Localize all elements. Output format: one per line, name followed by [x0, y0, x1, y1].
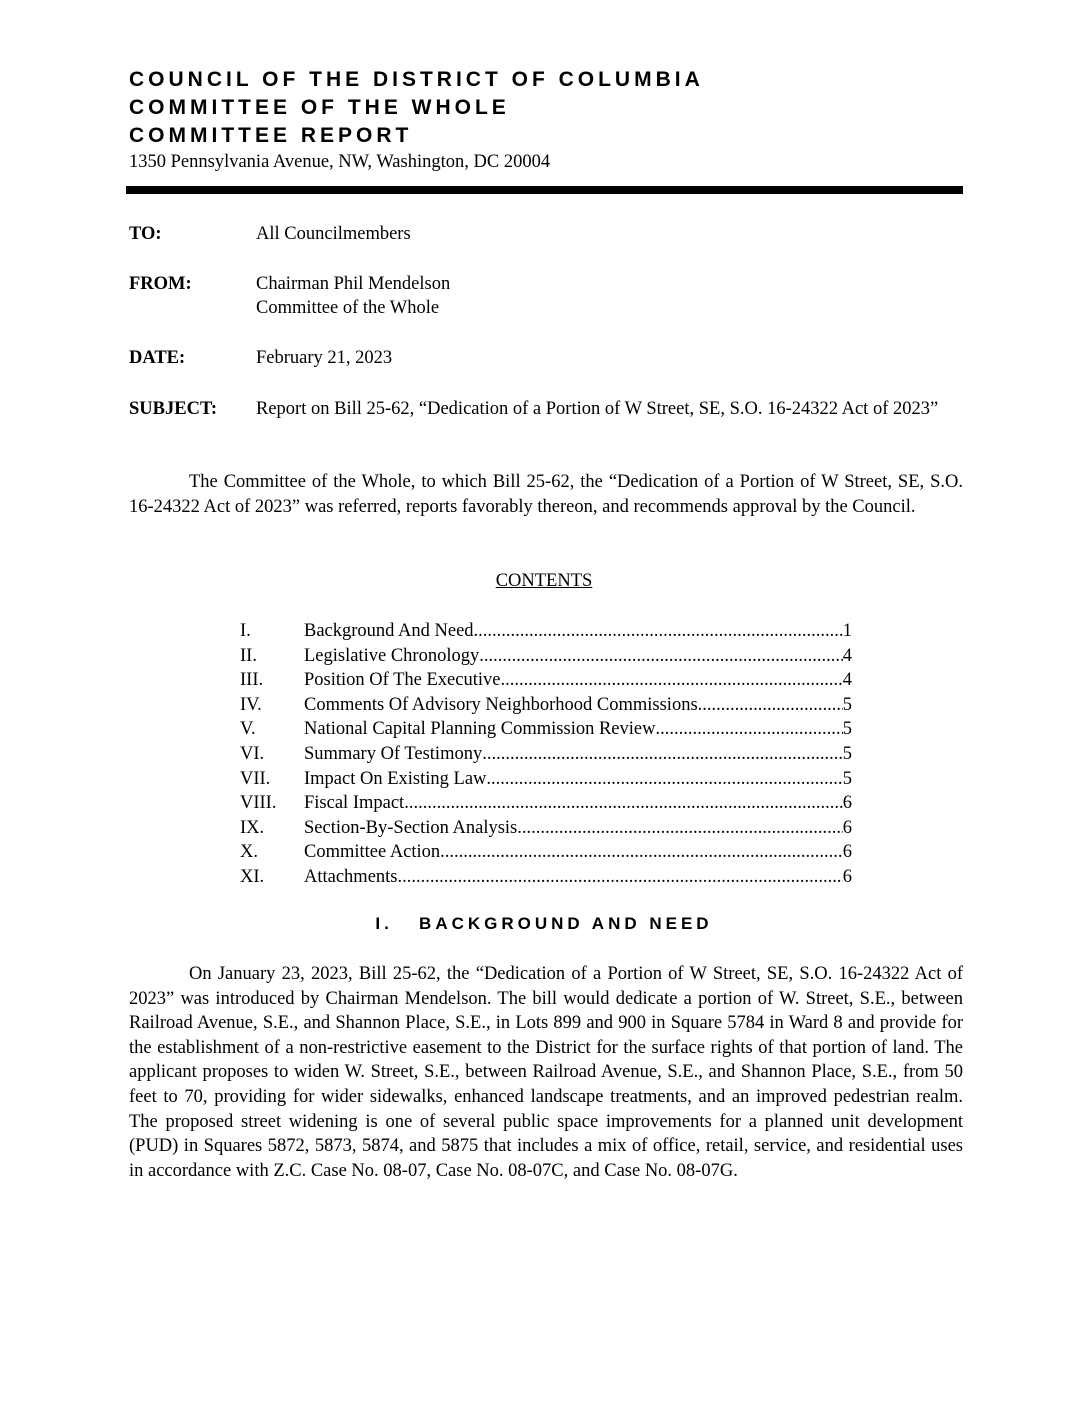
toc-entry-page: 5: [842, 719, 852, 740]
toc-entry-line: [304, 693, 852, 718]
table-of-contents: [240, 619, 852, 890]
report-type: COMMITTEE REPORT: [129, 124, 413, 147]
toc-entry: [240, 717, 852, 742]
toc-leader-dots: [698, 693, 843, 718]
toc-entry-line: [304, 668, 852, 693]
toc-entry-page: 5: [842, 743, 852, 764]
toc-entry-number: XI.: [240, 866, 265, 887]
toc-entry-page: 5: [842, 694, 852, 715]
toc-leader-dots: [482, 742, 843, 767]
to-label: TO:: [129, 224, 162, 244]
toc-leader-dots: [486, 767, 842, 792]
from-value-committee: Committee of the Whole: [256, 298, 440, 318]
toc-entry-number: IX.: [240, 817, 265, 838]
toc-leader-dots: [440, 840, 843, 865]
toc-leader-dots: [500, 668, 842, 693]
toc-entry-page: 4: [842, 670, 852, 691]
toc-entry-number: V.: [240, 719, 256, 740]
toc-entry-page: 6: [842, 817, 852, 838]
from-value-name: Chairman Phil Mendelson: [256, 274, 451, 294]
toc-entry: [240, 668, 852, 693]
toc-entry-line: [304, 644, 852, 669]
toc-entry-line: [304, 717, 852, 742]
toc-entry-number: IV.: [240, 694, 262, 715]
background-paragraph: On January 23, 2023, Bill 25-62, the “Dedication of a Portion of W Street, SE, S.O. 16-24322 Act of 2023” was introduced by Chairman Mendelson. The bill would dedicate a portion of W. Street, S.E., between Railroad Avenue, S.E., and Shannon Place, S.E., in Lots 899 and 900 in Square 5784 in Ward 8 and provide for the establishment of a non-restrictive easement to the District for the surface rights of that portion of land. The applicant proposes to widen W. Street, S.E., between Railroad Avenue, S.E., and Shannon Place, S.E., from 50 feet to 70, providing for wider sidewalks, enhanced landscape treatments, and an improved pedestrian realm. The proposed street widening is one of several public space improvements for a planned unit development (PUD) in Squares 5872, 5873, 5874, and 5875 that includes a mix of office, retail, service, and residential uses in accordance with Z.C. Case No. 08-07, Case No. 08-07C, and Case No. 08-07G.: [129, 964, 963, 1181]
toc-entry-number: VI.: [240, 743, 265, 764]
toc-entry-title: National Capital Planning Commission Review: [304, 719, 656, 740]
intro-paragraph: The Committee of the Whole, to which Bill 25-62, the “Dedication of a Portion of W Street, SE, S.O. 16-24322 Act of 2023” was referred, reports favorably thereon, and recommends approval by the Council.: [129, 472, 963, 517]
section-heading-background: I. BACKGROUND AND NEED: [375, 914, 713, 933]
toc-entry-line: [304, 791, 852, 816]
council-address: 1350 Pennsylvania Avenue, NW, Washington, DC 20004: [129, 152, 551, 172]
toc-entry-page: 1: [842, 621, 852, 641]
toc-entry-number: VIII.: [240, 793, 277, 814]
toc-leader-dots: [517, 816, 843, 841]
toc-entry-page: 5: [842, 768, 852, 789]
toc-entry-title: Fiscal Impact: [304, 793, 405, 814]
from-label: FROM:: [129, 274, 192, 294]
toc-entry-title: Impact On Existing Law: [304, 768, 487, 789]
toc-entry-title: Section-By-Section Analysis: [304, 817, 518, 838]
toc-entry-page: 4: [842, 645, 852, 666]
toc-leader-dots: [479, 644, 843, 669]
contents-title-text: CONTENTS: [495, 571, 593, 591]
toc-entry: [240, 742, 852, 767]
toc-entry-line: [304, 767, 852, 792]
toc-entry: [240, 644, 852, 669]
toc-entry-line: [304, 840, 852, 865]
toc-entry-number: X.: [240, 842, 258, 863]
toc-entry-page: 6: [842, 842, 852, 863]
toc-entry-line: [304, 865, 852, 890]
toc-entry-page: 6: [842, 866, 852, 887]
toc-entry: [240, 619, 852, 644]
toc-entry: [240, 767, 852, 792]
toc-leader-dots: [398, 865, 843, 890]
toc-entry: [240, 840, 852, 865]
toc-leader-dots: [474, 619, 843, 644]
toc-entry-title: Legislative Chronology: [304, 645, 480, 666]
toc-entry-page: 6: [842, 793, 852, 814]
subject-label: SUBJECT:: [129, 399, 218, 419]
toc-entry-number: II.: [240, 645, 257, 666]
toc-entry-title: Committee Action: [304, 842, 441, 863]
toc-entry-line: [304, 742, 852, 767]
toc-entry-number: III.: [240, 670, 264, 691]
toc-entry-number: I.: [240, 621, 251, 641]
toc-entry-line: [304, 619, 852, 644]
toc-entry-line: [304, 816, 852, 841]
toc-entry-title: Summary Of Testimony: [304, 743, 483, 764]
toc-entry-title: Comments Of Advisory Neighborhood Commissions: [304, 694, 698, 715]
date-label: DATE:: [129, 348, 186, 368]
toc-entry-number: VII.: [240, 768, 271, 789]
date-value: February 21, 2023: [256, 348, 393, 368]
toc-entry: [240, 693, 852, 718]
toc-entry-title: Background And Need: [304, 621, 474, 641]
subject-value: Report on Bill 25-62, “Dedication of a Portion of W Street, SE, S.O. 16-24322 Act of 2023”: [256, 399, 939, 419]
toc-entry-title: Attachments: [304, 866, 398, 887]
toc-entry: [240, 816, 852, 841]
council-name: COUNCIL OF THE DISTRICT OF COLUMBIA: [129, 68, 704, 91]
committee-name: COMMITTEE OF THE WHOLE: [129, 96, 510, 119]
toc-entry: [240, 791, 852, 816]
toc-leader-dots: [655, 717, 842, 742]
toc-entry: [240, 865, 852, 890]
toc-entry-title: Position Of The Executive: [304, 670, 501, 691]
to-value: All Councilmembers: [256, 224, 411, 244]
contents-title: [0, 569, 1088, 593]
header-rule: [126, 186, 963, 194]
toc-leader-dots: [404, 791, 843, 816]
